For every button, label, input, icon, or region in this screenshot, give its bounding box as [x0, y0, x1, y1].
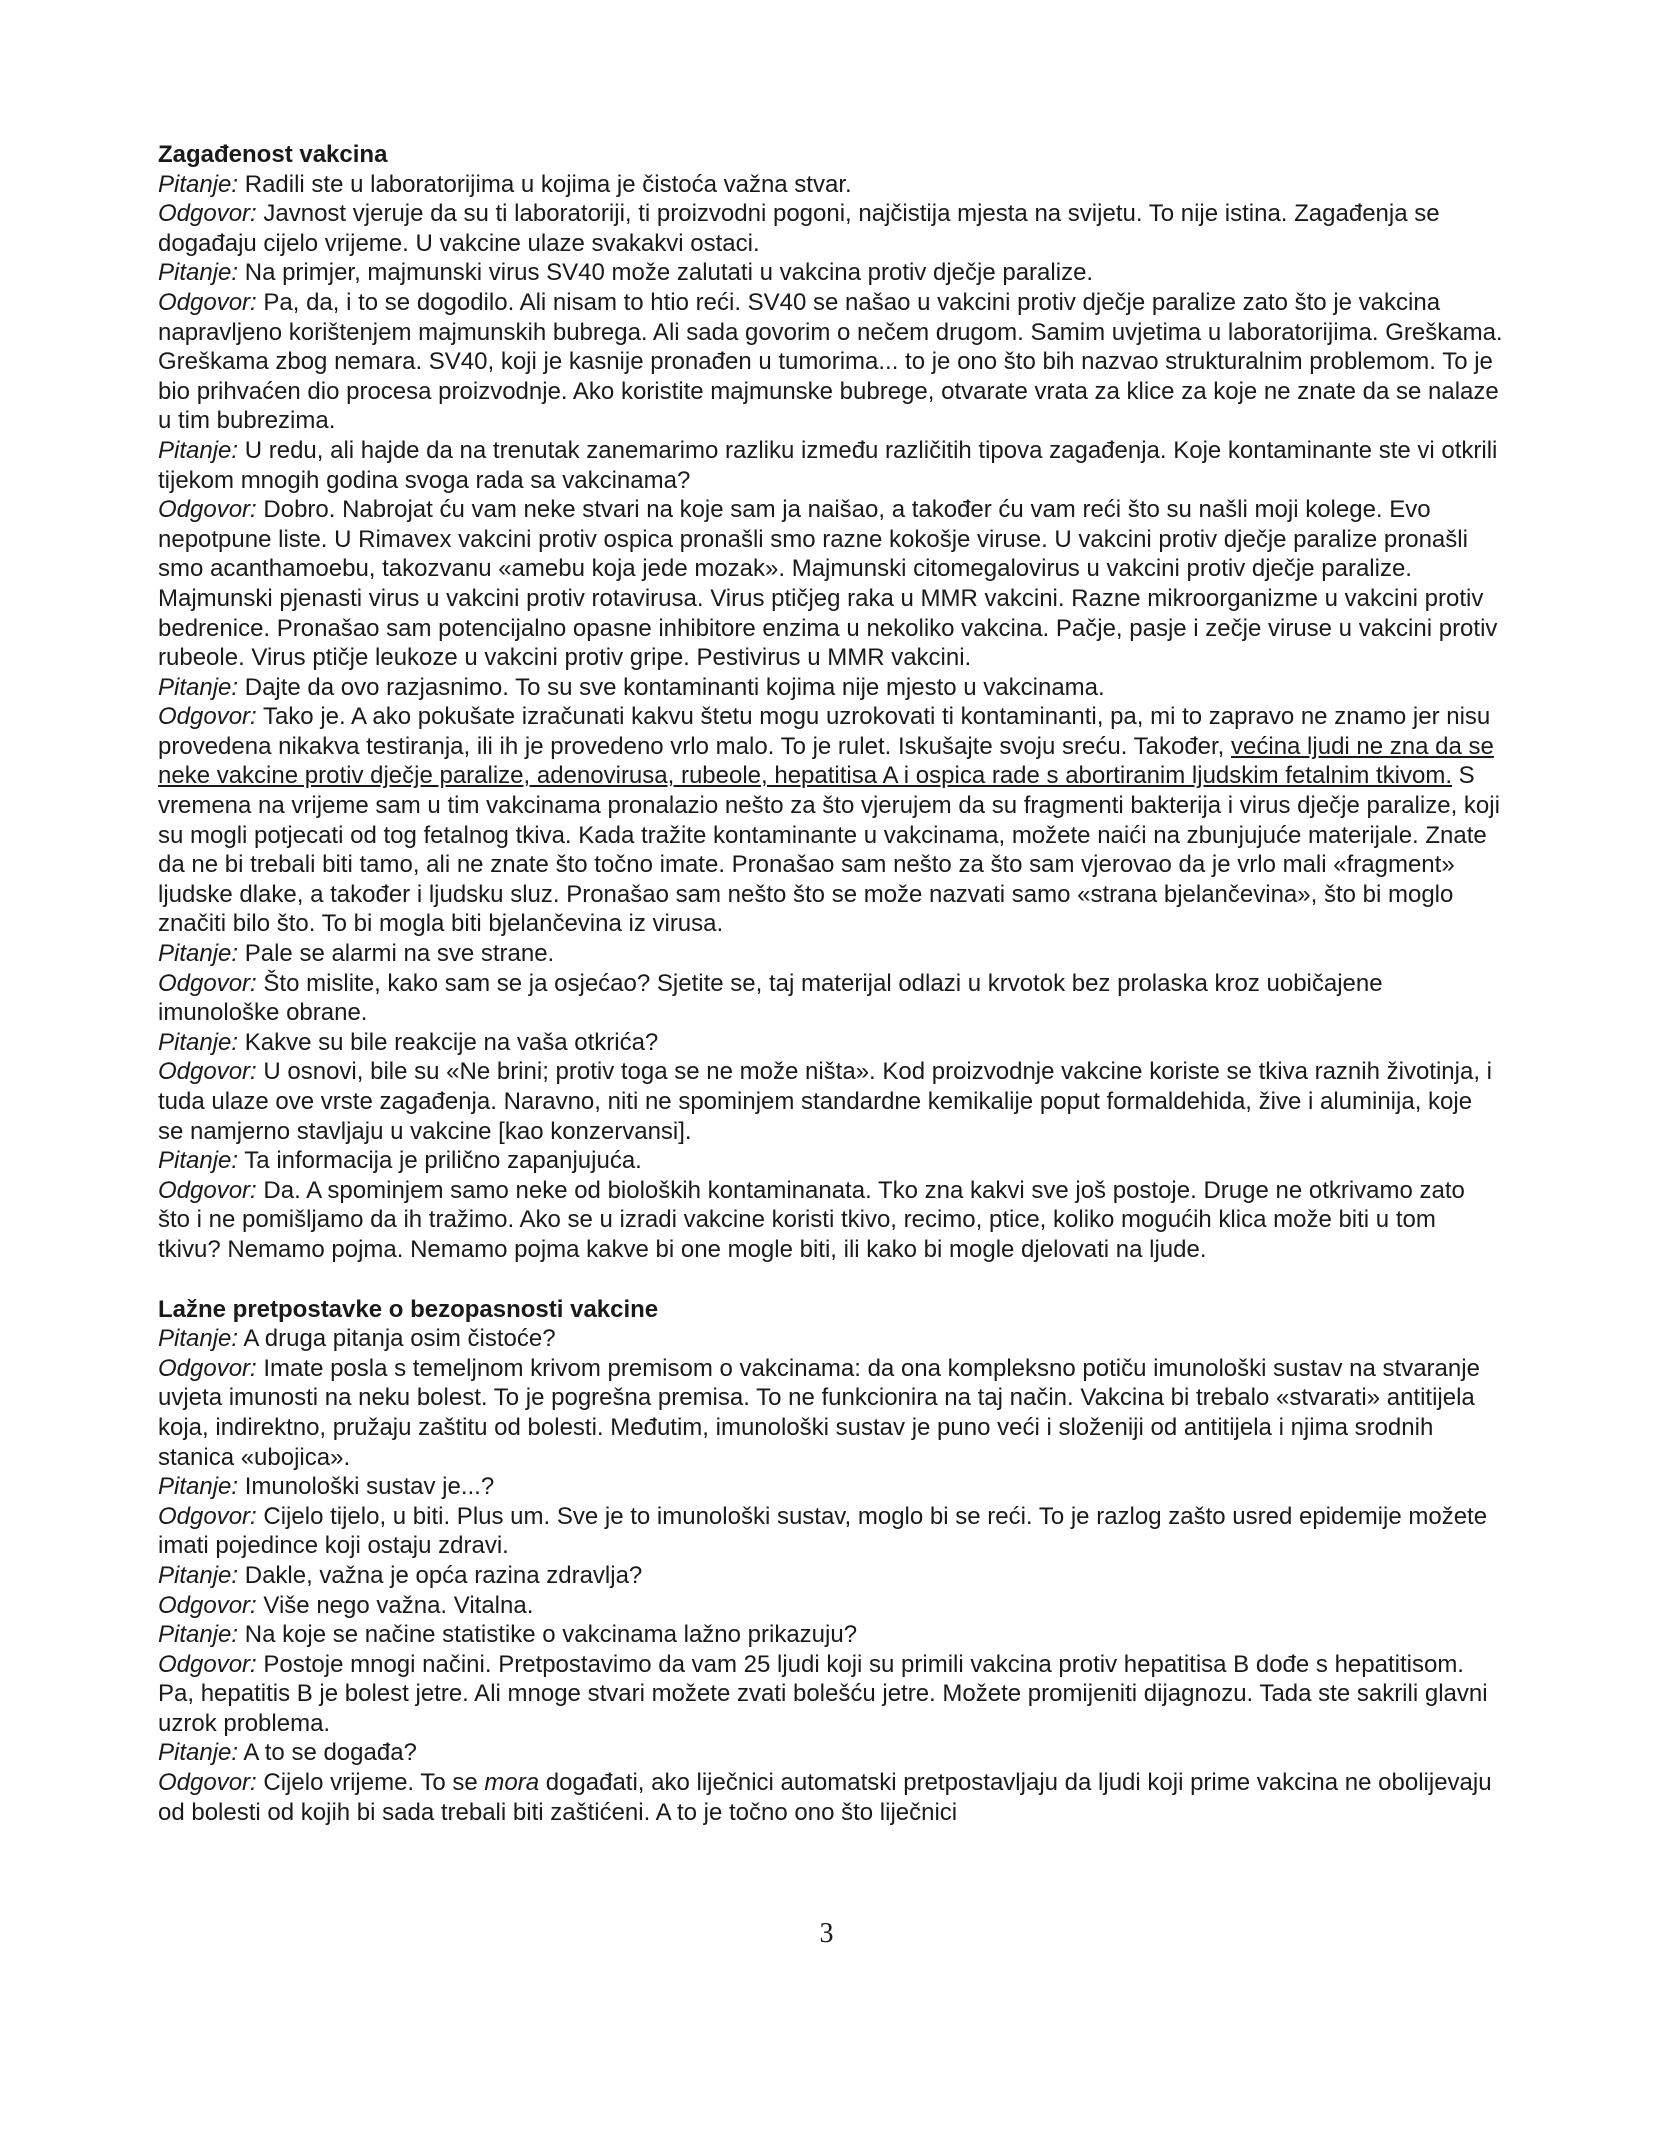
speaker-label: Pitanje:	[158, 1147, 239, 1175]
speaker-label: Odgovor:	[158, 200, 257, 228]
answer-text: Da. A spominjem samo neke od bioloških kontaminanata. Tko zna kakvi sve još postoje. Druge ne otkrivamo zato što i ne pomišljamo da ih tražimo. Ako se u izradi vakcine koristi tkivo, recimo, ptice, koliko mogućih klica može biti u tom tkivu? Nemamo pojma. Nemamo pojma kakve bi one mogle biti, ili kako bi mogle djelovati na ljude.	[158, 1176, 1465, 1263]
answer-text: S vremena na vrijeme sam u tim vakcinama pronalazio nešto za što vjerujem da su fragmenti bakterija i virus dječje paralize, koji su mogli potjecati od tog fetalnog tkiva. Kada tražite kontaminante u vakcinama, možete naići na zbunjujuće materijale. Znate da ne bi trebali biti tamo, ali ne znate što točno imate. Pronašao sam nešto za što sam vjerovao da je vrlo mali «fragment» ljudske dlake, a također i ljudsku sluz. Pronašao sam nešto što se može nazvati samo «strana bjelančevina», što bi moglo značiti bilo što. To bi mogla biti bjelančevina iz virusa.	[158, 762, 1500, 938]
speaker-label: Pitanje:	[158, 170, 239, 198]
answer	[158, 1176, 1503, 1265]
speaker-label: Pitanje:	[158, 1028, 239, 1056]
answer	[158, 199, 1503, 258]
speaker-label: Pitanje:	[158, 673, 239, 701]
question-text: Pale se alarmi na sve strane.	[244, 940, 555, 968]
answer-text: Tako je. A ako pokušate izračunati kakvu štetu mogu uzrokovati ti kontaminanti, pa, mi to zapravo ne znamo jer nisu provedena nikakva testiranja, ili ih je provedeno vrlo malo. To je rulet. Iskušajte svoju sreću. Također,	[158, 703, 1491, 760]
answer	[158, 1354, 1503, 1472]
document-page	[158, 140, 1503, 1827]
question-text: Radili ste u laboratorijima u kojima je čistoća važna stvar.	[244, 170, 852, 198]
question	[158, 258, 1503, 288]
speaker-label: Odgovor:	[158, 1502, 257, 1530]
answer-text: Cijelo vrijeme. To se	[263, 1769, 485, 1797]
speaker-label: Odgovor:	[158, 969, 257, 997]
answer-text: Dobro. Nabrojat ću vam neke stvari na koje sam ja naišao, a također ću vam reći što su našli moji kolege. Evo nepotpune liste. U Rimavex vakcini protiv ospica pronašli smo razne kokošje viruse. U vakcini protiv dječje paralize pronašli smo acanthamoebu, takozvanu «amebu koja jede mozak». Majmunski citomegalovirus u vakcini protiv dječje paralize. Majmunski pjenasti virus u vakcini protiv rotavirusa. Virus ptičjeg raka u MMR vakcini. Razne mikroorganizme u vakcini protiv bedrenice. Pronašao sam potencijalno opasne inhibitore enzima u nekoliko vakcina. Pačje, pasje i zečje viruse u vakcini protiv rubeole. Virus ptičje leukoze u vakcini protiv gripe. Pestivirus u MMR vakcini.	[158, 496, 1498, 672]
speaker-label: Odgovor:	[158, 1176, 257, 1204]
answer	[158, 1591, 1503, 1621]
speaker-label: Pitanje:	[158, 940, 239, 968]
speaker-label: Odgovor:	[158, 1058, 257, 1086]
answer-text: Pa, da, i to se dogodilo. Ali nisam to htio reći. SV40 se našao u vakcini protiv dječje paralize zato što je vakcina napravljeno korištenjem majmunskih bubrega. Ali sada govorim o nečem drugom. Samim uvjetima u laboratorijima. Greškama. Greškama zbog nemara. SV40, koji je kasnije pronađen u tumorima... to je ono što bih nazvao strukturalnim problemom. To je bio prihvaćen dio procesa proizvodnje. Ako koristite majmunske bubrege, otvarate vrata za klice za koje ne znate da se nalaze u tim bubrezima.	[158, 288, 1503, 435]
answer	[158, 495, 1503, 673]
answer	[158, 702, 1503, 939]
speaker-label: Pitanje:	[158, 1325, 239, 1353]
question-text: Ta informacija je prilično zapanjujuća.	[244, 1147, 642, 1175]
answer-text: događati, ako liječnici automatski pretpostavljaju da ljudi koji prime vakcina ne obolijevaju od bolesti od kojih bi sada trebali biti zaštićeni. A to je točno ono što liječnici	[158, 1769, 1492, 1826]
question	[158, 1472, 1503, 1502]
question	[158, 673, 1503, 703]
question-text: A to se događa?	[243, 1739, 417, 1767]
speaker-label: Pitanje:	[158, 1739, 239, 1767]
question-text: U redu, ali hajde da na trenutak zanemarimo razliku između različitih tipova zagađenja. Koje kontaminante ste vi otkrili tijekom mnogih godina svoga rada sa vakcinama?	[158, 436, 1498, 494]
answer	[158, 969, 1503, 1028]
answer-text: Imate posla s temeljnom krivom premisom o vakcinama: da ona kompleksno potiču imunološki sustav na stvaranje uvjeta imunosti na neku bolest. To je pogrešna premisa. To ne funkcionira na taj način. Vakcina bi trebalo «stvarati» antitijela koja, indirektno, pružaju zaštitu od bolesti. Međutim, imunološki sustav je puno veći i složeniji od antitijela i njima srodnih stanica «ubojica».	[158, 1354, 1480, 1471]
speaker-label: Odgovor:	[158, 1354, 257, 1382]
question-text: Kakve su bile reakcije na vaša otkrića?	[244, 1028, 659, 1056]
question	[158, 1561, 1503, 1591]
question	[158, 436, 1503, 495]
answer	[158, 1057, 1503, 1146]
question	[158, 939, 1503, 969]
question-text: Imunološki sustav je...?	[244, 1473, 495, 1501]
question	[158, 1028, 1503, 1058]
speaker-label: Pitanje:	[158, 1473, 239, 1501]
speaker-label: Odgovor:	[158, 1650, 257, 1678]
speaker-label: Pitanje:	[158, 1561, 239, 1589]
speaker-label: Pitanje:	[158, 436, 239, 464]
speaker-label: Pitanje:	[158, 259, 239, 287]
speaker-label: Odgovor:	[158, 1769, 257, 1797]
section-heading: Lažne pretpostavke o bezopasnosti vakcine	[158, 1295, 659, 1323]
question-text: Dakle, važna je opća razina zdravlja?	[244, 1561, 643, 1589]
answer-text: Što mislite, kako sam se ja osjećao? Sjetite se, taj materijal odlazi u krvotok bez prolaska kroz uobičajene imunološke obrane.	[158, 969, 1383, 1027]
section-vaccine-contamination	[158, 140, 1503, 1265]
question	[158, 1738, 1503, 1768]
answer-text: Postoje mnogi načini. Pretpostavimo da vam 25 ljudi koji su primili vakcina protiv hepatitisa B dođe s hepatitisom. Pa, hepatitis B je bolest jetre. Ali mnoge stvari možete zvati bolešću jetre. Možete promijeniti dijagnozu. Tada ste sakrili glavni uzrok problema.	[158, 1650, 1488, 1737]
emphasis-text: mora	[484, 1769, 540, 1797]
speaker-label: Pitanje:	[158, 1621, 239, 1649]
speaker-label: Odgovor:	[158, 703, 257, 731]
question	[158, 1324, 1503, 1354]
underlined-text: većina ljudi ne zna da se neke vakcine protiv dječje paralize, adenovirusa, rubeole, hepatitisa A i ospica rade s abortiranim ljudskim fetalnim tkivom.	[158, 732, 1494, 790]
page-number: 3	[819, 1918, 834, 1949]
question	[158, 170, 1503, 200]
answer-text: Više nego važna. Vitalna.	[263, 1591, 534, 1619]
question-text: Na koje se načine statistike o vakcinama lažno prikazuju?	[244, 1621, 858, 1649]
question-text: Dajte da ovo razjasnimo. To su sve kontaminanti kojima nije mjesto u vakcinama.	[244, 673, 1105, 701]
question-text: A druga pitanja osim čistoće?	[243, 1325, 556, 1353]
answer	[158, 1502, 1503, 1561]
answer-text: Javnost vjeruje da su ti laboratoriji, ti proizvodni pogoni, najčistija mjesta na svijetu. To nije istina. Zagađenja se događaju cijelo vrijeme. U vakcine ulaze svakakvi ostaci.	[158, 200, 1440, 257]
answer	[158, 288, 1503, 436]
section-false-safety-assumptions	[158, 1295, 1503, 1828]
speaker-label: Odgovor:	[158, 496, 257, 524]
answer-text: Cijelo tijelo, u biti. Plus um. Sve je to imunološki sustav, moglo bi se reći. To je razlog zašto usred epidemije možete imati pojedince koji ostaju zdravi.	[158, 1502, 1488, 1560]
speaker-label: Odgovor:	[158, 1591, 257, 1619]
question	[158, 1620, 1503, 1650]
question-text: Na primjer, majmunski virus SV40 može zalutati u vakcina protiv dječje paralize.	[244, 259, 1094, 287]
section-heading: Zagađenost vakcina	[158, 141, 388, 168]
answer-text: U osnovi, bile su «Ne brini; protiv toga se ne može ništa». Kod proizvodnje vakcine koriste se tkiva raznih životinja, i tuda ulaze ove vrste zagađenja. Naravno, niti ne spominjem standardne kemikalije poput formaldehida, žive i aluminija, koje se namjerno stavljaju u vakcine [kao konzervansi].	[158, 1058, 1492, 1145]
speaker-label: Odgovor:	[158, 288, 257, 316]
question	[158, 1146, 1503, 1176]
answer	[158, 1650, 1503, 1739]
answer	[158, 1768, 1503, 1827]
